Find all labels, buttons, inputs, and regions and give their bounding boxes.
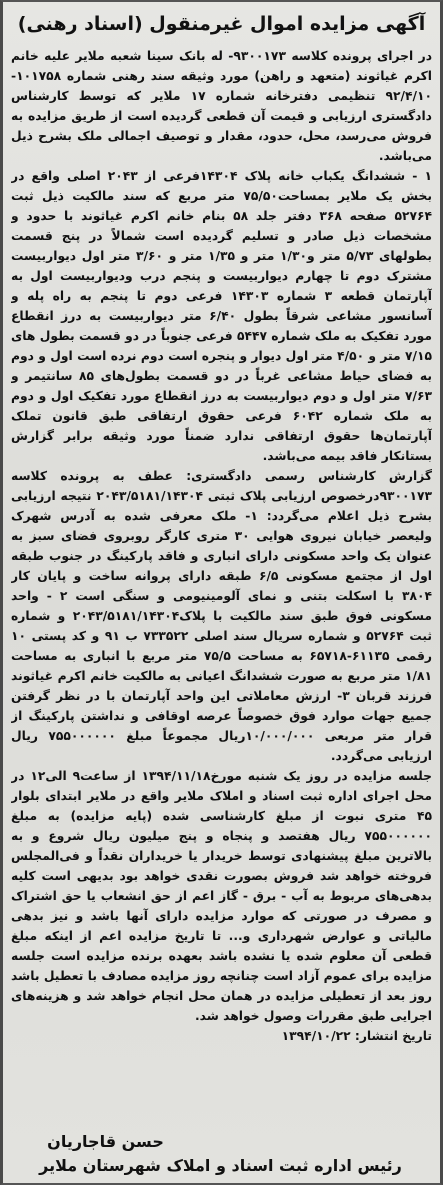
notice-paragraph-auction-session: جلسه مزایده در روز یک شنبه مورخ۱۳۹۴/۱۱/۱۸ از ساعت۹ الی۱۲ در محل اجرای اداره ثبت اسناد و املاک ملایر واقع در ملایر ابتدای بلوار ۴۵ متری نبوت از مبلغ کارشناسی شده (پایه مزایده) به مبلغ ۷۵۵۰۰۰۰۰۰ ریال هفتصد و پنجاه و پنج میلیون ریال شروع و به بالاترین مبلغ پیشنهادی توسط خریدار یا خریداران نقداً و فی‌المجلس فروخته خواهد شد فروش بصورت نقدی خواهد بود بدیهی است کلیه بدهی‌های مربوط به آب - برق - گاز اعم از حق انشعاب یا حق اشتراک و مصرف در صورتی که موارد مزایده دارای آنها باشد و نیز بدهی مالیاتی و عوارض شهرداری و... تا تاریخ مزایده اعم از اینکه مبلغ قطعی آن معلوم شده یا نشده باشد بعهده برنده مزایده است جلسه مزایده برای عموم آزاد است چنانچه روز مزایده مصادف با تعطیل باشد روز بعد از تعطیلی مزایده در همان محل انجام خواهد شد و هزینه‌های اجرایی طبق مقررات وصول خواهد شد. bbox=[11, 769, 432, 1023]
notice-paragraph-intro: در اجرای پرونده کلاسه ۹۳۰۰۱۷۳- له بانک سینا شعبه ملایر علیه خانم اکرم غیاثوند (متعهد و راهن) مورد وثیقه سند رهنی شماره ۱۰۱۷۵۸- ۹۲/۴/۱۰ تنظیمی دفترخانه شماره ۱۷ ملایر که توسط کارشناس دادگستری ارزیابی و قیمت آن قطعی گردیده است از طریق مزایده به فروش می‌رسد، محل، حدود، مقدار و توصیف اجمالی ملک بشرح ذیل می‌باشد. bbox=[11, 49, 432, 163]
signatory-name: حسن قاجاریان bbox=[47, 1132, 164, 1151]
notice-paragraph-expert-report: گزارش کارشناس رسمی دادگستری: عطف به پرونده کلاسه ۹۳۰۰۱۷۳درخصوص ارزیابی پلاک ثبتی ۲۰۴۳/۵۱۸۱/۱۴۳۰۴ نتیجه ارزیابی بشرح ذیل اعلام می‌گردد: ۱- ملک معرفی شده به آدرس شهرک ولیعصر خیابان نیروی هوایی ۳۰ متری کارگر روبروی فضای سبز به عنوان یک واحد مسکونی دارای انباری و فاقد پارکینگ در جنوب طبقه اول از مجتمع مسکونی ۶/۵ طبقه دارای پروانه ساخت و پایان کار ۳۸۰۴ با اسکلت بتنی و نمای آلومینیومی و سنگی است ۲ - واحد مسکونی فوق طبق سند مالکیت با پلاک۲۰۴۳/۵۱۸۱/۱۴۳۰۴ و شماره ثبت ۵۲۷۶۴ و شماره سریال سند اصلی ۷۳۳۵۲۲ ب ۹۱ و کد پستی ۱۰ رقمی ۶۱۱۳۵-۶۵۷۱۸ به مساحت ۷۵/۵ متر مربع با انباری به مساحت ۱/۸۱ متر مربع به صورت ششدانگ اعیانی به مالکیت خانم اکرم غیاثوند فرزند قربان ۳- ارزش معاملاتی این واحد آپارتمان با در نظر گرفتن جمیع جهات موارد فوق خصوصاً عرصه اوقافی و نداشتن پارکینگ از قرار متر مربعی ۱۰/۰۰۰/۰۰۰ریال مجموعاً مبلغ ۷۵۵۰۰۰۰۰۰ ریال ارزیابی می‌گردد. bbox=[11, 469, 432, 763]
notice-paragraph-property: ۱ - ششدانگ یکباب خانه پلاک ۱۴۳۰۴فرعی از ۲۰۴۳ اصلی واقع در بخش یک ملایر بمساحت۷۵/۵۰ متر مربع که سند مالکیت ذیل ثبت ۵۲۷۶۴ صفحه ۳۶۸ دفتر جلد ۵۸ بنام خانم اکرم غیاثوند با حدود و مشخصات ذیل صادر و تسلیم گردیده است شمالاً در پنج قسمت بطولهای ۵/۷۳ متر و۱/۳۰ متر و ۱/۳۵ متر و ۳/۶۰ متر اول دیواربیست مشترک دوم تا چهارم دیواربیست و پنجم درب ودیواربیست اول به آپارتمان قطعه ۳ شماره ۱۴۳۰۳ فرعی دوم تا پنجم به راه پله و آسانسور مشاعی شرقاً بطول ۶/۴۰ متر دیواربیست به درز انقطاع مورد تفکیک به ملک شماره ۵۴۴۷ فرعی جنوباً در دو قسمت بطول های ۷/۱۵ متر و ۴/۵۰ متر اول دیوار و پنجره است دوم نرده است اول و دوم به فضای حیاط مشاعی غرباً در دو قسمت بطول‌های ۸۵ سانتیمر و ۷/۶۳ متر اول و دوم دیواربیست به درز انقطاع مورد تفکیک اول و دوم به ملک شماره ۶۰۴۲ فرعی حقوق ارتفاقی طبق قانون تملک آپارتمان‌ها حقوق ارتفاقی ندارد ضمناً مورد وثیقه برابر گزارش بستانکار فاقد بیمه می‌باشد. bbox=[11, 169, 432, 463]
publish-date: تاریخ انتشار: ۱۳۹۴/۱۰/۲۲ bbox=[281, 1029, 432, 1043]
notice-body bbox=[11, 46, 432, 1123]
signatory-title: رئیس اداره ثبت اسناد و املاک شهرستان ملایر bbox=[39, 1156, 402, 1175]
notice-title: آگهی مزایده اموال غیرمنقول (اسناد رهنی) bbox=[17, 13, 426, 35]
